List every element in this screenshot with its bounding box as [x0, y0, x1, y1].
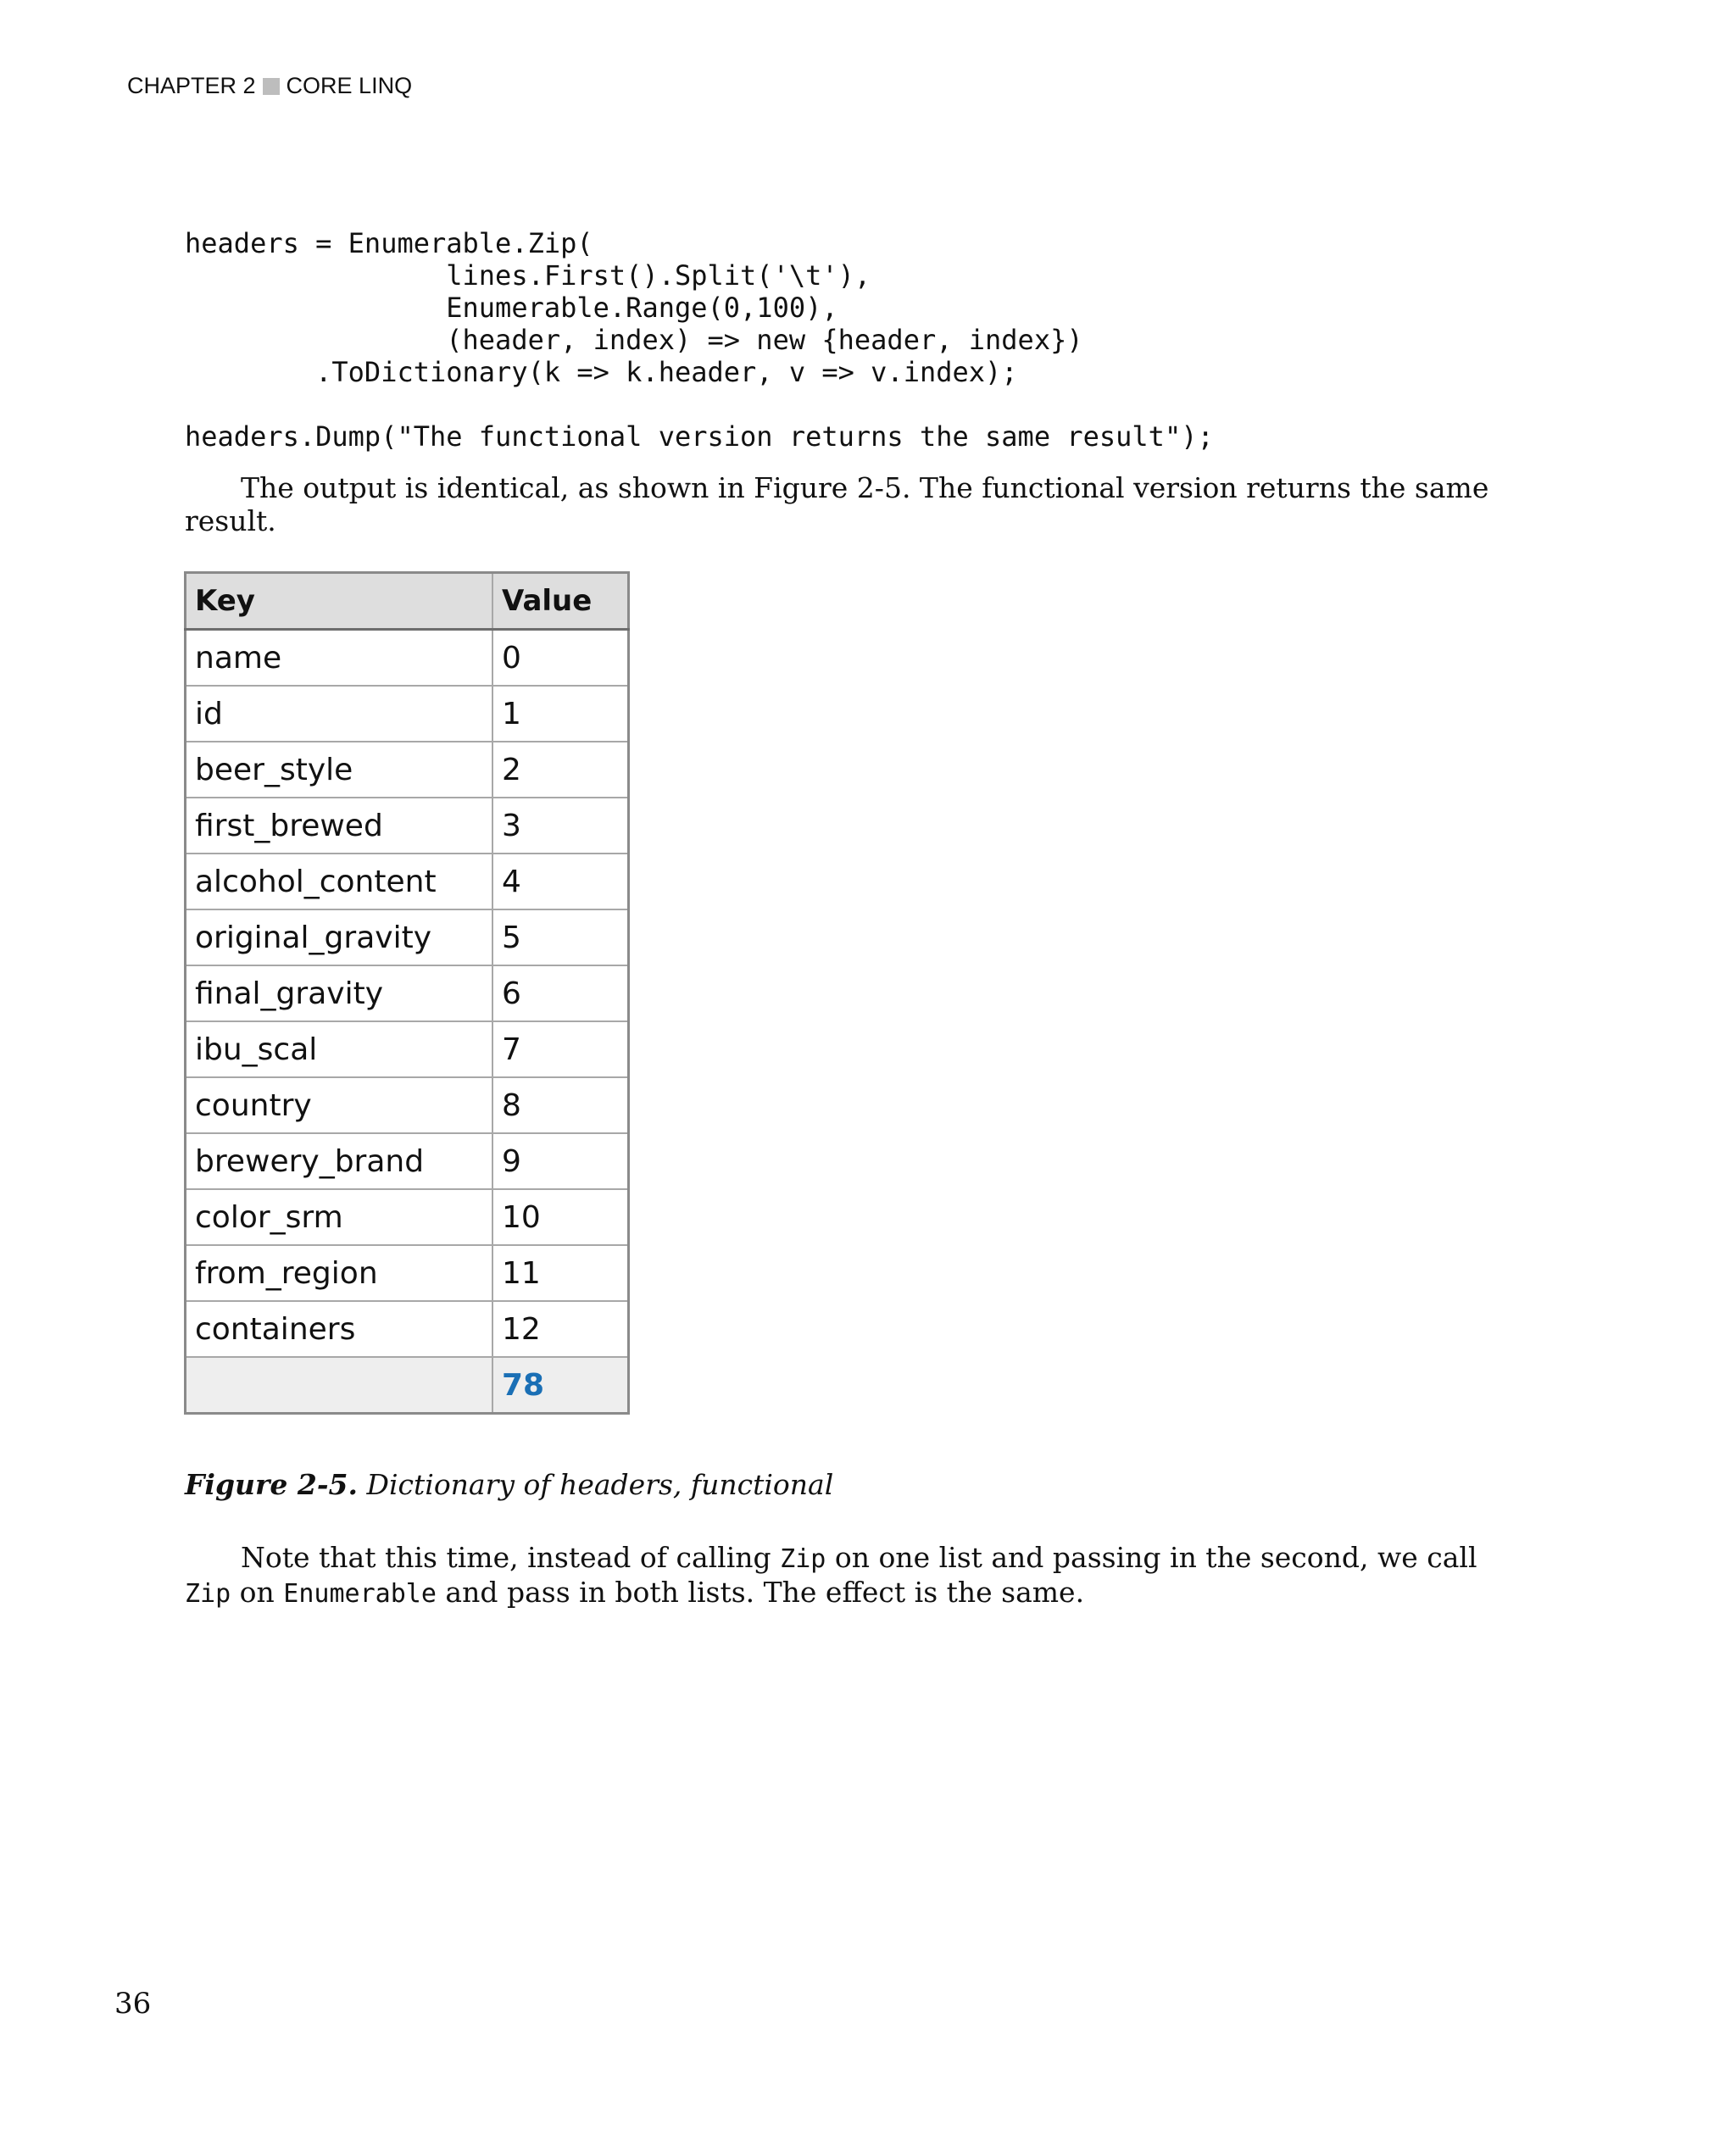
table-row — [186, 965, 629, 1021]
total-value-cell: 78 — [492, 1357, 629, 1414]
table-row — [186, 1021, 629, 1077]
cell-value: 8 — [492, 1077, 629, 1133]
column-header-key: Key — [186, 573, 493, 630]
cell-key: first_brewed — [186, 798, 493, 854]
total-key-cell — [186, 1357, 493, 1414]
cell-key: from_region — [186, 1245, 493, 1301]
paragraph-output-text: The output is identical, as shown in Figure 2-5. The functional version returns the same result. — [185, 471, 1489, 537]
table-row — [186, 630, 629, 687]
note-text-1: Note that this time, instead of calling — [241, 1541, 781, 1574]
table-row — [186, 854, 629, 909]
cell-key: color_srm — [186, 1189, 493, 1245]
cell-key: country — [186, 1077, 493, 1133]
cell-key: final_gravity — [186, 965, 493, 1021]
cell-value: 9 — [492, 1133, 629, 1189]
figure-label: Figure 2-5. — [185, 1468, 359, 1501]
paragraph-note — [185, 1541, 1516, 1610]
running-head-separator — [263, 78, 280, 95]
table-row — [186, 1133, 629, 1189]
cell-value: 1 — [492, 686, 629, 742]
table-header-row — [186, 573, 629, 630]
cell-value: 12 — [492, 1301, 629, 1357]
cell-value: 7 — [492, 1021, 629, 1077]
paragraph-output — [185, 471, 1516, 537]
cell-key: name — [186, 630, 493, 687]
page-number: 36 — [114, 1987, 152, 2021]
table-row — [186, 798, 629, 854]
note-text-4: and pass in both lists. The effect is the same. — [436, 1576, 1085, 1609]
running-head-title: CORE LINQ — [286, 73, 413, 98]
table-row — [186, 909, 629, 965]
cell-value: 11 — [492, 1245, 629, 1301]
running-head — [127, 73, 412, 99]
column-header-value: Value — [492, 573, 629, 630]
note-code-zip-1: Zip — [780, 1544, 826, 1574]
cell-value: 2 — [492, 742, 629, 798]
table-row — [186, 1077, 629, 1133]
cell-value: 0 — [492, 630, 629, 687]
note-code-zip-2: Zip — [185, 1579, 231, 1609]
table-total-row — [186, 1357, 629, 1414]
table-row — [186, 1189, 629, 1245]
table-row — [186, 686, 629, 742]
figure-caption — [185, 1468, 833, 1501]
note-text-2: on one list and passing in the second, we call — [826, 1541, 1477, 1574]
table-row — [186, 742, 629, 798]
code-block-zip: headers = Enumerable.Zip( lines.First().Split('\t'), Enumerable.Range(0,100), (header, index) => new {header, index}) .ToDictionary(k => k.header, v => v.index); — [185, 227, 1083, 388]
cell-key: brewery_brand — [186, 1133, 493, 1189]
cell-key: beer_style — [186, 742, 493, 798]
cell-key: original_gravity — [186, 909, 493, 965]
cell-value: 5 — [492, 909, 629, 965]
cell-value: 3 — [492, 798, 629, 854]
note-text-3: on — [231, 1576, 284, 1609]
cell-value: 10 — [492, 1189, 629, 1245]
dictionary-table — [184, 571, 630, 1415]
code-block-dump: headers.Dump("The functional version returns the same result"); — [185, 420, 1214, 453]
cell-key: ibu_scal — [186, 1021, 493, 1077]
cell-key: containers — [186, 1301, 493, 1357]
note-code-enumerable: Enumerable — [283, 1579, 437, 1609]
cell-value: 6 — [492, 965, 629, 1021]
table-row — [186, 1245, 629, 1301]
running-head-chapter: CHAPTER 2 — [127, 73, 256, 98]
figure-caption-text: Dictionary of headers, functional — [358, 1468, 834, 1501]
table-row — [186, 1301, 629, 1357]
cell-value: 4 — [492, 854, 629, 909]
cell-key: id — [186, 686, 493, 742]
cell-key: alcohol_content — [186, 854, 493, 909]
